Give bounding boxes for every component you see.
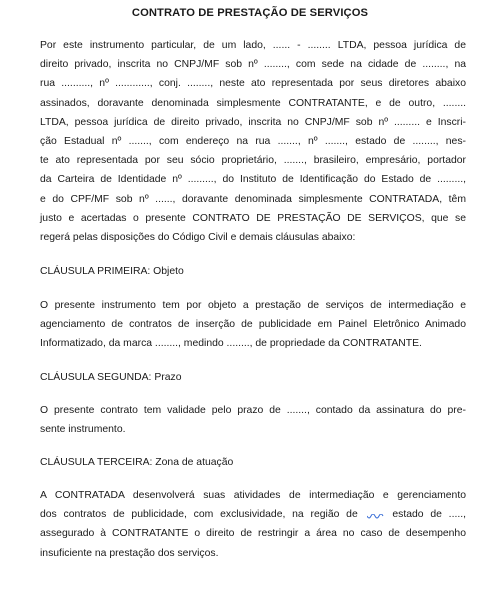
preamble-line: assinados, doravante denominada simplesmente CONTRATANTE, e de outro, ........	[40, 97, 466, 109]
clause-3-heading: CLÁUSULA TERCEIRA: Zona de atuação	[40, 457, 234, 468]
clause-3-line-part: dos contratos de publicidade, com exclusividade, na região de	[40, 509, 358, 521]
clause-1-line: agenciamento de contratos de inserção de publicidade em Painel Eletrônico Animado	[40, 319, 466, 331]
clause-1-heading: CLÁUSULA PRIMEIRA: Objeto	[40, 266, 184, 277]
preamble-line: regerá pelas disposições do Código Civil e demais cláusulas abaixo:	[40, 232, 356, 244]
clause-3-paragraph	[40, 486, 466, 563]
document-title: CONTRATO DE PRESTAÇÃO DE SERVIÇOS	[131, 7, 369, 19]
preamble-line: direito privado, inscrita no CNPJ/MF sob nº ........, com sede na cidade de ........, na	[40, 59, 466, 71]
preamble-line: ção Estadual nº ......., com endereço na rua ......., nº ......., estado de ........, nes-	[40, 136, 466, 148]
spellcheck-squiggle-icon	[367, 514, 384, 520]
preamble-line: da Carteira de Identidade nº ........., do Instituto de Identificação do Estado de .........,	[40, 174, 466, 186]
preamble-line: e do CPF/MF sob nº ......, doravante denominada simplesmente CONTRATADA, têm	[40, 193, 466, 205]
clause-2-heading: CLÁUSULA SEGUNDA: Prazo	[40, 372, 182, 383]
clause-2-line: O presente contrato tem validade pelo prazo de ......., contado da assinatura do pre-	[40, 405, 466, 416]
preamble-line: justo e acertadas o presente CONTRATO DE PRESTAÇÃO DE SERVIÇOS, que se	[40, 212, 466, 224]
clause-1-paragraph	[40, 296, 466, 354]
preamble-line: rua .........., nº ............, conj. ........, neste ato representada por seus diretores abaixo	[40, 78, 466, 90]
preamble-line: LTDA, pessoa jurídica de direito privado, inscrita no CNPJ/MF sob nº ......... e Inscri-	[40, 116, 466, 128]
clause-3-line-part: estado de .....,	[392, 509, 467, 521]
clause-1-line: O presente instrumento tem por objeto a prestação de serviços de intermediação e	[40, 300, 466, 311]
clause-3-line-with-mark	[40, 505, 466, 524]
clause-3-line: assegurado à CONTRATANTE o direito de restringir a área no caso de desempenho	[40, 528, 466, 540]
preamble-paragraph	[40, 36, 466, 247]
preamble-line: Por este instrumento particular, de um lado, ...... - ........ LTDA, pessoa jurídica de	[40, 40, 466, 51]
clause-3-line: insuficiente na prestação dos serviços.	[40, 547, 219, 559]
clause-3-line: A CONTRATADA desenvolverá suas atividades de intermediação e gerenciamento	[40, 490, 466, 501]
clause-2-paragraph	[40, 401, 466, 439]
clause-2-line: sente instrumento.	[40, 424, 126, 436]
preamble-line: te ato representada por seu sócio proprietário, ......., brasileiro, empresário, portador	[40, 155, 466, 167]
clause-1-line: Informatizado, da marca ........, medindo ........, de propriedade da CONTRATANTE.	[40, 338, 422, 350]
